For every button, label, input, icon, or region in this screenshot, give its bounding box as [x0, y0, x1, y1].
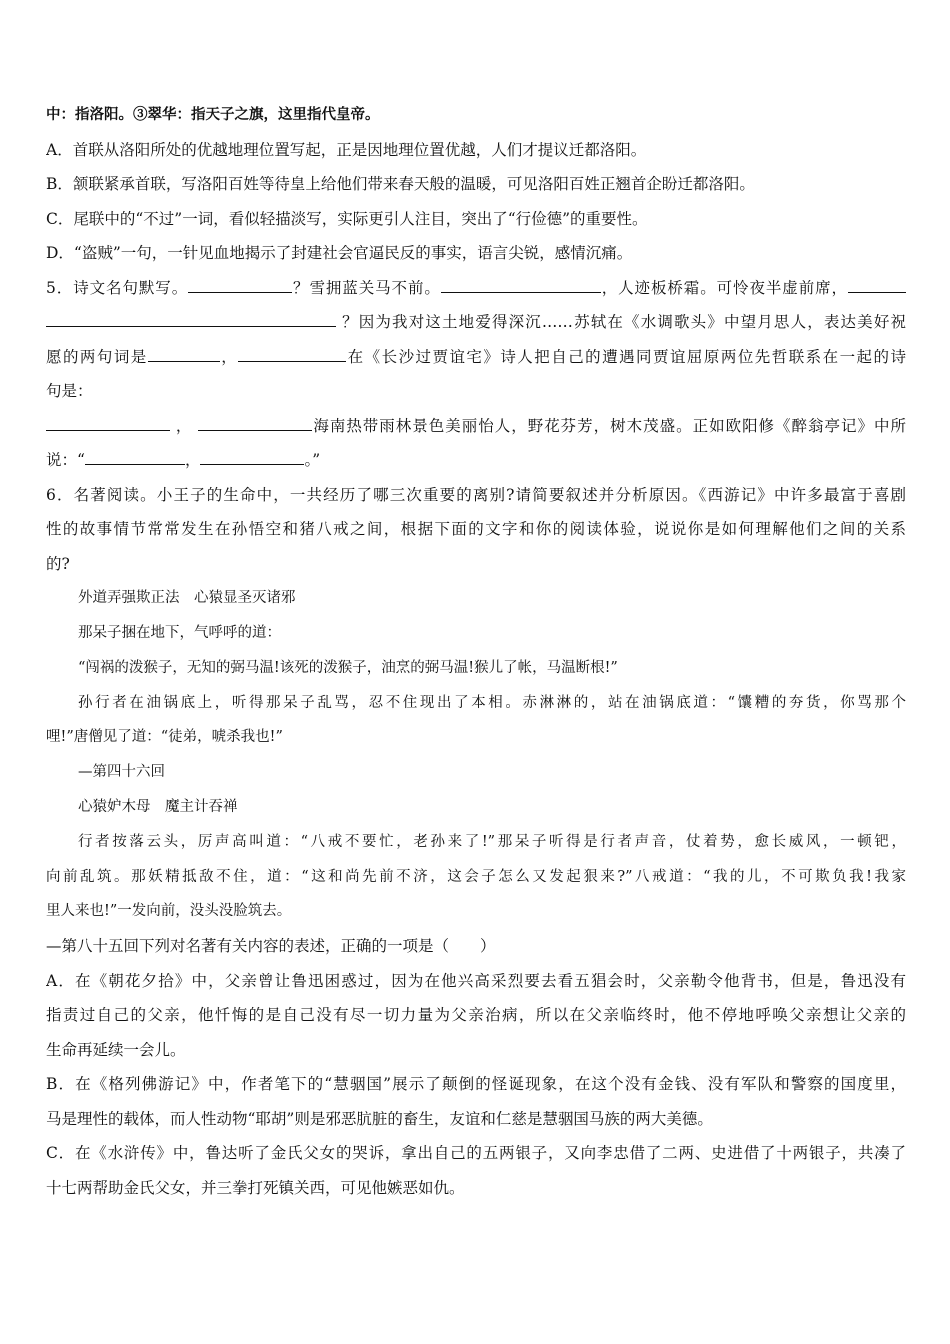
answer-blank[interactable] [148, 347, 220, 362]
exam-page [46, 98, 906, 1205]
q5-text-c: ，人迹板桥霜。可怜夜半虚前席， [600, 278, 848, 297]
question-7-stem: —第八十五回下列对名著有关内容的表述，正确的一项是（ ） [46, 937, 496, 956]
answer-blank[interactable] [46, 312, 336, 327]
answer-blank[interactable] [238, 347, 346, 362]
answer-blank[interactable] [200, 450, 304, 465]
q5-text-a: 5．诗文名句默写。 [46, 278, 189, 297]
excerpt-line: 向前乱筑。那妖精抵敌不住，道：“这和尚先前不济，这会子怎么又发起狠来?”八戒道：“我的儿，不可欺负我!我家 [46, 868, 906, 885]
question-5-line-1 [46, 271, 906, 306]
q5-text-g1: ， [175, 416, 193, 435]
excerpt-line: “闯祸的泼猴子，无知的弼马温!该死的泼猴子，油烹的弼马温!猴儿了帐，马温断根!” [78, 659, 618, 676]
q5-text-e2: ， [219, 347, 239, 366]
q5-text-d: ？因为我对这土地爱得深沉……苏轼在《水调歌头》中望月思人，表达美好祝 [342, 313, 906, 332]
q5-text-e1: 愿的两句词是 [46, 347, 148, 366]
option-a-q7-cont: 指责过自己的父亲，他忏悔的是自己没有尽一切力量为父亲治病，所以在父亲临终时，他不停地呼唤父亲想让父亲的 [46, 1006, 906, 1025]
option-d-q4: D．“盗贼”一句，一针见血地揭示了封建社会官逼民反的事实，语言尖锐，感情沉痛。 [46, 244, 633, 263]
q5-text-e3: 在《长沙过贾谊宅》诗人把自己的遭遇同贾谊屈原两位先哲联系在一起的诗 [346, 347, 906, 366]
option-b-q7: B．在《格列佛游记》中，作者笔下的“慧骃国”展示了颠倒的怪诞现象，在这个没有金钱、没有军队和警察的国度里， [46, 1075, 906, 1094]
excerpt-line: 孙行者在油锅底上，听得那呆子乱骂，忍不住现出了本相。赤淋淋的，站在油锅底道：“馕糟的夯货，你骂那个 [78, 694, 906, 711]
question-5-line-4: 句是： [46, 382, 93, 401]
option-a-q7: A．在《朝花夕拾》中，父亲曾让鲁迅困惑过，因为在他兴高采烈要去看五猖会时，父亲勒令他背书，但是，鲁迅没有 [46, 971, 906, 990]
excerpt-line: 哩!”唐僧见了道：“徒弟，唬杀我也!” [46, 729, 283, 746]
excerpt-source-46: —第四十六回 [78, 764, 165, 781]
answer-blank[interactable] [441, 278, 601, 293]
excerpt-line: 里人来也!”一发向前，没头没脸筑去。 [46, 903, 292, 920]
q5-text-b: ？雪拥蓝关马不前。 [292, 278, 441, 297]
question-5-line-6 [46, 443, 906, 478]
option-c-q7: C．在《水浒传》中，鲁达听了金氏父女的哭诉，拿出自己的五两银子，又向李忠借了二两、史进借了十两银子，共凑了 [46, 1144, 906, 1163]
poem-note-line: 中：指洛阳。③翠华：指天子之旗，这里指代皇帝。 [46, 106, 380, 123]
question-5-line-2 [46, 305, 906, 340]
excerpt-line: 行者按落云头，厉声高叫道：“八戒不要忙，老孙来了!”那呆子听得是行者声音，仗着势，愈长威风，一顿钯， [78, 833, 906, 850]
question-6-line-2: 性的故事情节常常发生在孙悟空和猪八戒之间，根据下面的文字和你的阅读体验，说说你是如何理解他们之间的关系 [46, 520, 906, 539]
option-b-q7-cont: 马是理性的载体，而人性动物“耶胡”则是邪恶肮脏的畜生，友谊和仁慈是慧骃国马族的两大美德。 [46, 1109, 713, 1128]
excerpt-chapter-title-2: 心猿妒木母 魔主计吞禅 [78, 799, 238, 816]
excerpt-chapter-title-1: 外道弄强欺正法 心猿显圣灭诸邪 [78, 590, 296, 607]
answer-blank[interactable] [198, 416, 312, 431]
question-6-line-3: 的? [46, 554, 70, 573]
answer-blank[interactable] [188, 278, 292, 293]
option-c-q4: C．尾联中的“不过”一词，看似轻描淡写，实际更引人注目，突出了“行俭德”的重要性。 [46, 209, 648, 228]
question-5-line-3 [46, 340, 906, 375]
answer-blank[interactable] [46, 416, 170, 431]
answer-blank[interactable] [848, 278, 906, 293]
q5-text-g2: 海南热带雨林景色美丽怡人，野花芬芳，树木茂盛。正如欧阳修《醉翁亭记》中所 [312, 416, 906, 435]
question-6-line-1: 6．名著阅读。小王子的生命中，一共经历了哪三次重要的离别?请简要叙述并分析原因。《西游记》中许多最富于喜剧 [46, 485, 906, 504]
option-a-q7-cont: 生命再延续一会儿。 [46, 1040, 186, 1059]
option-a-q4: A．首联从洛阳所处的优越地理位置写起，正是因地理位置优越，人们才提议迁都洛阳。 [46, 140, 647, 159]
q5-text-h2: ， [184, 451, 201, 470]
excerpt-line: 那呆子捆在地下，气呼呼的道： [78, 625, 281, 642]
q5-text-h1: 说：“ [46, 451, 85, 470]
answer-blank[interactable] [85, 450, 185, 465]
option-b-q4: B．颔联紧承首联，写洛阳百姓等待皇上给他们带来春天般的温暖，可见洛阳百姓正翘首企盼迁都洛阳。 [46, 175, 755, 194]
q5-text-h3: 。” [304, 451, 321, 470]
question-5-line-5 [46, 409, 906, 444]
option-c-q7-cont: 十七两帮助金氏父女，并三拳打死镇关西，可见他嫉恶如仇。 [46, 1178, 465, 1197]
